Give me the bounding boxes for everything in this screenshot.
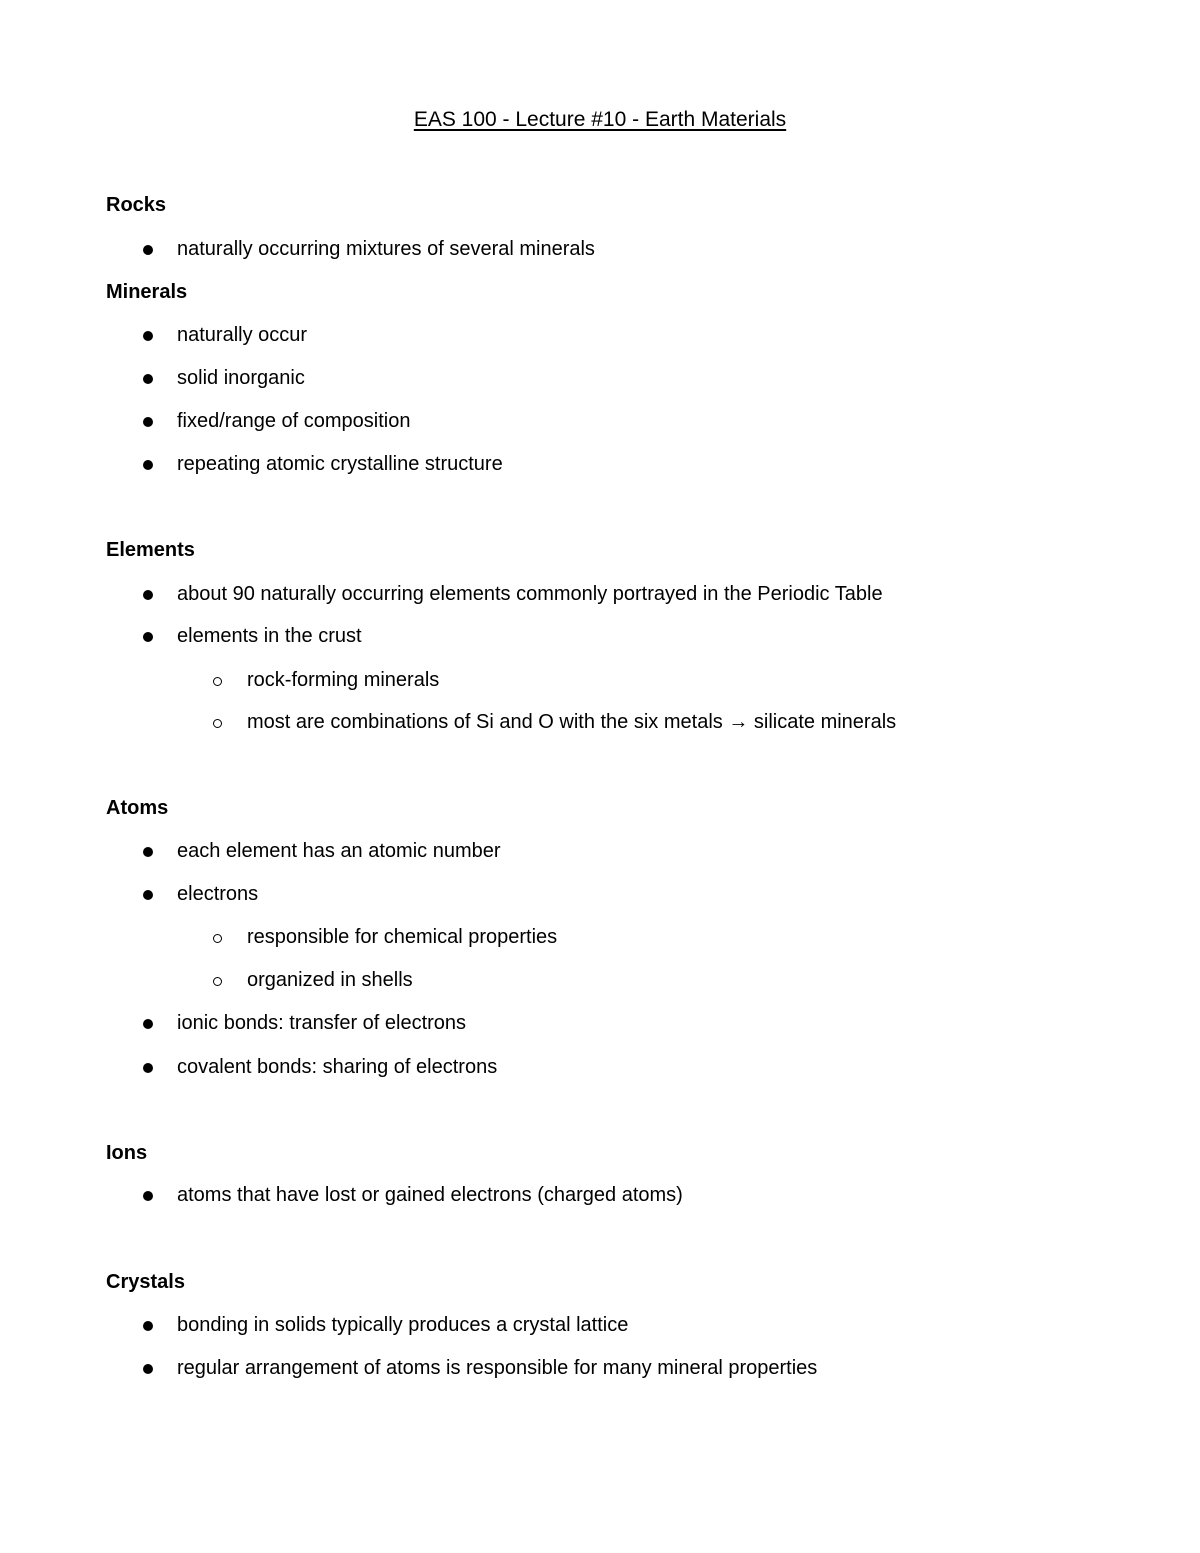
list-item-text: about 90 naturally occurring elements commonly portrayed in the Periodic Table	[177, 583, 883, 605]
bullet-icon	[143, 1364, 153, 1374]
section-heading-minerals: Minerals	[106, 281, 188, 303]
hollow-bullet-icon	[213, 677, 222, 686]
section-heading-rocks: Rocks	[106, 194, 167, 216]
list-item-text: naturally occurring mixtures of several minerals	[177, 238, 595, 260]
bullet-icon	[143, 632, 153, 642]
list-item-text: naturally occur	[177, 324, 308, 346]
list-item	[177, 583, 883, 606]
sub-list-item	[247, 969, 413, 992]
section-heading-ions: Ions	[106, 1142, 148, 1164]
list-item	[177, 453, 503, 476]
bullet-icon	[143, 890, 153, 900]
hollow-bullet-icon	[213, 934, 222, 943]
list-item-text: atoms that have lost or gained electrons (charged atoms)	[177, 1184, 683, 1206]
list-item-text: elements in the crust	[177, 625, 362, 647]
list-item	[177, 1357, 817, 1380]
list-item	[177, 1314, 628, 1337]
list-item	[177, 1184, 683, 1207]
hollow-bullet-icon	[213, 719, 222, 728]
bullet-icon	[143, 374, 153, 384]
list-item-text: regular arrangement of atoms is responsible for many mineral properties	[177, 1357, 818, 1379]
list-item-text: solid inorganic	[177, 367, 305, 389]
list-item-text: repeating atomic crystalline structure	[177, 453, 503, 475]
bullet-icon	[143, 1191, 153, 1201]
sub-list-item-text: organized in shells	[247, 969, 413, 991]
sub-list-item	[247, 669, 439, 692]
list-item	[177, 367, 305, 390]
list-item	[177, 238, 595, 261]
list-item-text: covalent bonds: sharing of electrons	[177, 1056, 498, 1078]
list-item-text: bonding in solids typically produces a crystal lattice	[177, 1314, 629, 1336]
list-item	[177, 883, 258, 906]
bullet-icon	[143, 1063, 153, 1073]
section-heading-elements: Elements	[106, 539, 195, 561]
section-heading-crystals: Crystals	[106, 1271, 185, 1293]
list-item	[177, 840, 501, 863]
bullet-icon	[143, 460, 153, 470]
list-item-text: each element has an atomic number	[177, 840, 501, 862]
list-item	[177, 324, 307, 347]
list-item-text: fixed/range of composition	[177, 410, 411, 432]
list-item	[177, 1012, 466, 1035]
section-heading-atoms: Atoms	[106, 797, 169, 819]
list-item-text: ionic bonds: transfer of electrons	[177, 1012, 467, 1034]
hollow-bullet-icon	[213, 977, 222, 986]
bullet-icon	[143, 331, 153, 341]
sub-list-item	[247, 711, 896, 734]
bullet-icon	[143, 1019, 153, 1029]
document-title: EAS 100 - Lecture #10 - Earth Materials	[413, 108, 787, 131]
bullet-icon	[143, 417, 153, 427]
sub-list-item-text: rock-forming minerals	[247, 669, 440, 691]
list-item-text: electrons	[177, 883, 259, 905]
bullet-icon	[143, 1321, 153, 1331]
list-item	[177, 1056, 497, 1079]
sub-list-item-text: most are combinations of Si and O with the six metals → silicate minerals	[247, 711, 897, 733]
list-item	[177, 410, 410, 433]
bullet-icon	[143, 847, 153, 857]
bullet-icon	[143, 590, 153, 600]
bullet-icon	[143, 245, 153, 255]
sub-list-item	[247, 926, 557, 949]
list-item	[177, 625, 362, 648]
sub-list-item-text: responsible for chemical properties	[247, 926, 558, 948]
